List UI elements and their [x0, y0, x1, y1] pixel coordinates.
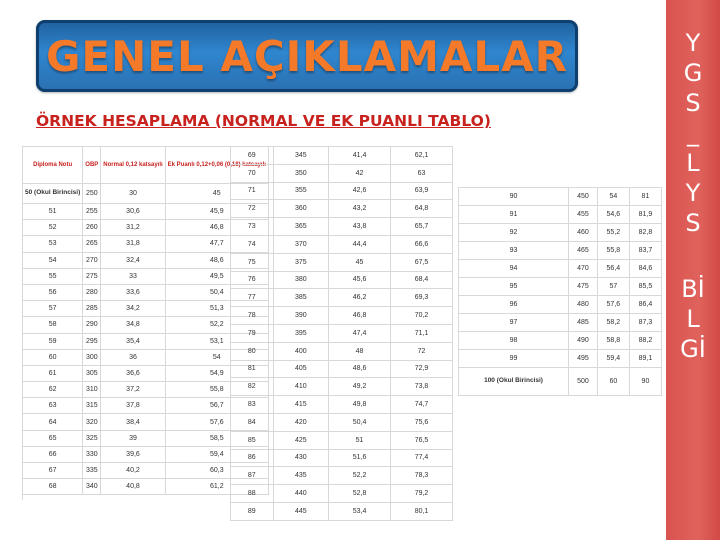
table-cell: 72,9 [391, 360, 453, 378]
table-cell: 45 [329, 253, 391, 271]
table-cell: 62 [23, 382, 83, 398]
table-cell: 260 [83, 220, 101, 236]
table-cell: 57 [597, 278, 629, 296]
table-cell: 475 [569, 278, 598, 296]
table-cell: 85 [231, 431, 274, 449]
table-cell: 72 [391, 342, 453, 360]
table-cell: 40,2 [101, 463, 165, 479]
table-row [231, 396, 453, 414]
table-row [231, 182, 453, 200]
table-cell: 54 [597, 188, 629, 206]
table-cell: 46,8 [165, 220, 268, 236]
table-cell: 90 [459, 188, 569, 206]
table-cell: 74 [231, 235, 274, 253]
side-banner-letter: Gİ [680, 335, 706, 363]
table-cell: 395 [273, 324, 329, 342]
table-row [459, 314, 662, 332]
table-cell: 44,4 [329, 235, 391, 253]
side-banner-letter: S [685, 209, 701, 237]
table-cell: 285 [83, 301, 101, 317]
table-cell: 270 [83, 252, 101, 268]
table-cell: 42 [329, 164, 391, 182]
table-cell: 58,2 [597, 314, 629, 332]
table-cell: 42,6 [329, 182, 391, 200]
table-cell: 340 [83, 479, 101, 495]
table-cell: 78 [231, 307, 274, 325]
table-cell: 85,5 [629, 278, 661, 296]
table-cell: 420 [273, 413, 329, 431]
table-cell: 87,3 [629, 314, 661, 332]
table-cell: 93 [459, 242, 569, 260]
table-cell: 320 [83, 414, 101, 430]
table-cell: 74,7 [391, 396, 453, 414]
table-cell: 350 [273, 164, 329, 182]
side-banner-letter: _ [686, 119, 699, 147]
table-cell: 400 [273, 342, 329, 360]
table-cell: 87 [231, 467, 274, 485]
table-cell: 305 [83, 365, 101, 381]
table-cell: 99 [459, 350, 569, 368]
table-cell: 31,2 [101, 220, 165, 236]
table-cell: 47,4 [329, 324, 391, 342]
side-banner-letter: G [683, 59, 703, 87]
table-cell: 48,6 [329, 360, 391, 378]
table-row [231, 200, 453, 218]
side-banner-letter: L [686, 149, 700, 177]
table-cell: 80 [231, 342, 274, 360]
table-cell: 60 [23, 349, 83, 365]
table-cell: 70,2 [391, 307, 453, 325]
table-cell: 50,4 [165, 284, 268, 300]
table-row [459, 368, 662, 396]
table-cell: 97 [459, 314, 569, 332]
table-cell: 335 [83, 463, 101, 479]
table-cell: 51,6 [329, 449, 391, 467]
table-cell: 71,1 [391, 324, 453, 342]
table-cell: 51 [23, 204, 83, 220]
table-cell: 345 [273, 147, 329, 165]
table-cell: 91 [459, 206, 569, 224]
table-cell: 275 [83, 268, 101, 284]
table-cell: 57,6 [597, 296, 629, 314]
table-cell: 38,4 [101, 414, 165, 430]
table-cell: 265 [83, 236, 101, 252]
table-cell: 60,3 [165, 463, 268, 479]
table-cell: 51,3 [165, 301, 268, 317]
table-cell: 60 [597, 368, 629, 396]
table-row [231, 307, 453, 325]
table-cell: 50,4 [329, 413, 391, 431]
table-cell: 280 [83, 284, 101, 300]
table-cell: 470 [569, 260, 598, 278]
table-cell: 52,2 [329, 467, 391, 485]
table-cell: 59,4 [165, 446, 268, 462]
table-cell: 30 [101, 184, 165, 204]
table-cell: 68 [23, 479, 83, 495]
table-cell: 310 [83, 382, 101, 398]
table-row [231, 360, 453, 378]
table-cell: 45,9 [165, 204, 268, 220]
table-cell: 455 [569, 206, 598, 224]
table-row [459, 332, 662, 350]
table-cell: 82,8 [629, 224, 661, 242]
section-subtitle: ÖRNEK HESAPLAMA (NORMAL VE EK PUANLI TABLO) [36, 112, 491, 130]
table-cell: 35,4 [101, 333, 165, 349]
table-cell: 90 [629, 368, 661, 396]
title-banner [36, 20, 578, 92]
table-cell: 495 [569, 350, 598, 368]
table-cell: 39,6 [101, 446, 165, 462]
side-banner-letter: S [685, 89, 701, 117]
page-title: GENEL AÇIKLAMALAR [45, 31, 569, 81]
table-cell: 95 [459, 278, 569, 296]
side-banner [666, 0, 720, 540]
table-cell: 250 [83, 184, 101, 204]
table-cell: 57,6 [165, 414, 268, 430]
table-cell: 63,9 [391, 182, 453, 200]
table-cell: 47,7 [165, 236, 268, 252]
table-cell: 55,2 [597, 224, 629, 242]
table-cell: 92 [459, 224, 569, 242]
table-cell: 88 [231, 485, 274, 503]
table-cell: 57 [23, 301, 83, 317]
table-row [459, 242, 662, 260]
table-cell: 96 [459, 296, 569, 314]
table-cell: 52 [23, 220, 83, 236]
table-cell: 37,8 [101, 398, 165, 414]
table-cell: 295 [83, 333, 101, 349]
table-cell: 41,4 [329, 147, 391, 165]
table-cell: 450 [569, 188, 598, 206]
table-cell: 500 [569, 368, 598, 396]
table-cell: 58,5 [165, 430, 268, 446]
table-cell: 365 [273, 218, 329, 236]
table-row [459, 224, 662, 242]
table-cell: 48,6 [165, 252, 268, 268]
table-cell: 79 [231, 324, 274, 342]
table-cell: 77,4 [391, 449, 453, 467]
table-row [231, 413, 453, 431]
table-cell: 80,1 [391, 502, 453, 520]
side-banner-letter: Bİ [681, 275, 705, 303]
table-cell: 56,7 [165, 398, 268, 414]
table-cell: 83 [231, 396, 274, 414]
table-header-cell: Diploma Notu [23, 147, 83, 184]
table-cell: 69 [231, 147, 274, 165]
table-cell: 34,2 [101, 301, 165, 317]
table-cell: 84,6 [629, 260, 661, 278]
table-cell: 32,4 [101, 252, 165, 268]
table-cell: 58 [23, 317, 83, 333]
table-cell: 51 [329, 431, 391, 449]
table-row [459, 260, 662, 278]
table-cell: 39 [101, 430, 165, 446]
table-row [231, 324, 453, 342]
table-row [459, 278, 662, 296]
table-cell: 53,1 [165, 333, 268, 349]
table-row [231, 253, 453, 271]
table-cell: 66 [23, 446, 83, 462]
table-cell: 385 [273, 289, 329, 307]
table-cell: 89 [231, 502, 274, 520]
table-row [231, 502, 453, 520]
table-cell: 36,6 [101, 365, 165, 381]
table-cell: 360 [273, 200, 329, 218]
table-cell: 49,5 [165, 268, 268, 284]
table-cell: 64,8 [391, 200, 453, 218]
side-banner-letter: Y [685, 29, 701, 57]
table-cell: 53,4 [329, 502, 391, 520]
table-cell: 255 [83, 204, 101, 220]
table-cell: 65 [23, 430, 83, 446]
table-row [459, 296, 662, 314]
table-row [231, 485, 453, 503]
table-cell: 315 [83, 398, 101, 414]
table-row [231, 342, 453, 360]
table-cell: 425 [273, 431, 329, 449]
table-cell: 460 [569, 224, 598, 242]
table-cell: 75 [231, 253, 274, 271]
table-row [459, 350, 662, 368]
table-cell: 490 [569, 332, 598, 350]
table-row [231, 431, 453, 449]
table-cell: 45 [165, 184, 268, 204]
table-cell: 380 [273, 271, 329, 289]
table-cell: 62,1 [391, 147, 453, 165]
table-cell: 63 [23, 398, 83, 414]
table-cell: 330 [83, 446, 101, 462]
table-cell: 55,8 [165, 382, 268, 398]
table-row [231, 467, 453, 485]
table-cell: 81,9 [629, 206, 661, 224]
table-cell: 54,9 [165, 365, 268, 381]
table-cell: 65,7 [391, 218, 453, 236]
table-cell: 61 [23, 365, 83, 381]
table-row [231, 271, 453, 289]
table-cell: 445 [273, 502, 329, 520]
side-banner-top [684, 28, 703, 238]
table-row [231, 218, 453, 236]
table-row [459, 206, 662, 224]
table-cell: 56,4 [597, 260, 629, 278]
table-cell: 54 [165, 349, 268, 365]
table-cell: 300 [83, 349, 101, 365]
table-cell: 465 [569, 242, 598, 260]
table-cell: 64 [23, 414, 83, 430]
table-cell: 86 [231, 449, 274, 467]
table-header-cell: Ek Puanlı 0,12+0,06 (0,18) katsayılı [165, 147, 268, 184]
table-cell: 72 [231, 200, 274, 218]
table-cell: 55,8 [597, 242, 629, 260]
table-cell: 440 [273, 485, 329, 503]
table-cell: 70 [231, 164, 274, 182]
table-cell: 86,4 [629, 296, 661, 314]
table-cell: 355 [273, 182, 329, 200]
table-cell: 52,8 [329, 485, 391, 503]
table-row [231, 449, 453, 467]
table-cell: 78,3 [391, 467, 453, 485]
table-cell: 33 [101, 268, 165, 284]
table-cell: 54 [23, 252, 83, 268]
table-cell: 53 [23, 236, 83, 252]
table-cell: 48 [329, 342, 391, 360]
side-banner-letter: L [686, 305, 700, 333]
table-cell: 67,5 [391, 253, 453, 271]
table-cell: 77 [231, 289, 274, 307]
table-cell: 71 [231, 182, 274, 200]
table-cell: 100 (Okul Birincisi) [459, 368, 569, 396]
table-cell: 69,3 [391, 289, 453, 307]
side-banner-letter: Y [685, 179, 701, 207]
table-cell: 54,6 [597, 206, 629, 224]
table-cell: 410 [273, 378, 329, 396]
table-cell: 34,8 [101, 317, 165, 333]
table-row [231, 164, 453, 182]
table-cell: 66,6 [391, 235, 453, 253]
table-cell: 67 [23, 463, 83, 479]
table-cell: 435 [273, 467, 329, 485]
table-cell: 375 [273, 253, 329, 271]
table-cell: 36 [101, 349, 165, 365]
table-cell: 52,2 [165, 317, 268, 333]
table-cell: 50 (Okul Birincisi) [23, 184, 83, 204]
table-header-cell: OBP [83, 147, 101, 184]
table-cell: 46,8 [329, 307, 391, 325]
table-cell: 76 [231, 271, 274, 289]
score-table-2 [230, 146, 453, 521]
table-cell: 94 [459, 260, 569, 278]
table-cell: 49,2 [329, 378, 391, 396]
side-banner-bottom [680, 274, 706, 364]
table-cell: 98 [459, 332, 569, 350]
table-cell: 59,4 [597, 350, 629, 368]
table-cell: 89,1 [629, 350, 661, 368]
table-cell: 83,7 [629, 242, 661, 260]
table-row [231, 378, 453, 396]
table-cell: 58,8 [597, 332, 629, 350]
table-cell: 370 [273, 235, 329, 253]
table-cell: 405 [273, 360, 329, 378]
table-cell: 73,8 [391, 378, 453, 396]
table-cell: 79,2 [391, 485, 453, 503]
table-cell: 43,8 [329, 218, 391, 236]
table-cell: 61,2 [165, 479, 268, 495]
table-cell: 31,8 [101, 236, 165, 252]
table-cell: 76,5 [391, 431, 453, 449]
table-cell: 81 [231, 360, 274, 378]
table-cell: 88,2 [629, 332, 661, 350]
score-table-3 [458, 187, 662, 396]
table-cell: 68,4 [391, 271, 453, 289]
table-cell: 325 [83, 430, 101, 446]
table-cell: 45,6 [329, 271, 391, 289]
table-cell: 46,2 [329, 289, 391, 307]
table-cell: 55 [23, 268, 83, 284]
table-cell: 49,8 [329, 396, 391, 414]
table-cell: 63 [391, 164, 453, 182]
table-cell: 40,8 [101, 479, 165, 495]
table-cell: 290 [83, 317, 101, 333]
table-cell: 37,2 [101, 382, 165, 398]
table-cell: 84 [231, 413, 274, 431]
table-cell: 81 [629, 188, 661, 206]
table-cell: 56 [23, 284, 83, 300]
table-cell: 75,6 [391, 413, 453, 431]
table-cell: 59 [23, 333, 83, 349]
table-cell: 480 [569, 296, 598, 314]
table-cell: 430 [273, 449, 329, 467]
table-cell: 415 [273, 396, 329, 414]
table-cell: 73 [231, 218, 274, 236]
table-cell: 82 [231, 378, 274, 396]
table-cell: 33,6 [101, 284, 165, 300]
table-cell: 43,2 [329, 200, 391, 218]
table-row [231, 147, 453, 165]
table-header-cell: Normal 0,12 katsayılı [101, 147, 165, 184]
table-cell: 30,6 [101, 204, 165, 220]
table-cell: 390 [273, 307, 329, 325]
table-row [231, 235, 453, 253]
table-row [231, 289, 453, 307]
table-cell: 485 [569, 314, 598, 332]
table-row [459, 188, 662, 206]
